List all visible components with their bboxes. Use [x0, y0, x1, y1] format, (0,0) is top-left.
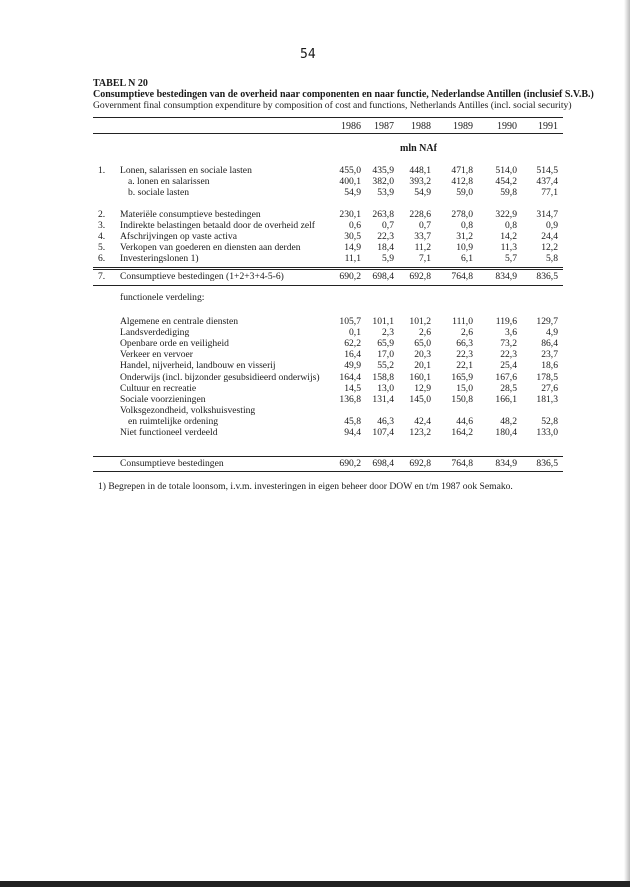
cell-1991: 129,7	[536, 316, 558, 327]
cell-1988: 42,4	[414, 416, 431, 427]
table-row	[93, 394, 565, 405]
rule-func-total-top	[93, 456, 563, 457]
cell-1990: 11,3	[500, 242, 517, 253]
row-label: Consumptieve bestedingen	[120, 458, 224, 469]
rule-double-2	[93, 269, 563, 270]
row-label: Lonen, salarissen en sociale lasten	[120, 165, 252, 176]
table-row	[93, 372, 565, 383]
cell-1988: 101,2	[409, 316, 431, 327]
cell-1987: 65,9	[377, 338, 394, 349]
cell-1990: 167,6	[495, 372, 517, 383]
table-row	[93, 271, 565, 282]
row-label: Materiële consumptieve bestedingen	[120, 209, 261, 220]
cell-1990: 22,3	[500, 349, 517, 360]
cell-1991: 836,5	[536, 271, 558, 282]
cell-1986: 16,4	[344, 349, 361, 360]
cell-1987: 107,4	[372, 427, 394, 438]
cell-1990: 322,9	[495, 209, 517, 220]
row-label: Niet functioneel verdeeld	[120, 427, 218, 438]
cell-1990: 59,8	[500, 187, 517, 198]
cell-1990: 834,9	[495, 458, 517, 469]
cell-1991: 181,3	[536, 394, 558, 405]
row-label: Investeringslonen 1)	[120, 253, 199, 264]
cell-1990: 119,6	[495, 316, 517, 327]
cell-1986: 14,5	[344, 383, 361, 394]
year-1989: 1989	[453, 121, 473, 132]
row-number: 3.	[98, 220, 106, 231]
table-row	[93, 165, 565, 176]
table-row	[93, 253, 565, 264]
cell-1989: 10,9	[456, 242, 473, 253]
cell-1989: 44,6	[456, 416, 473, 427]
table-row	[93, 383, 565, 394]
cell-1988: 228,6	[409, 209, 431, 220]
cell-1986: 105,7	[339, 316, 361, 327]
cell-1989: 412,8	[451, 176, 473, 187]
row-label: Onderwijs (incl. bijzonder gesubsidieerd onderwijs)	[120, 372, 320, 383]
cell-1988: 393,2	[409, 176, 431, 187]
cell-1991: 836,5	[536, 458, 558, 469]
table-row	[93, 427, 565, 438]
unit-label: mln NAf	[400, 143, 437, 154]
cell-1987: 0,7	[382, 220, 394, 231]
cell-1989: 22,3	[456, 349, 473, 360]
cell-1991: 23,7	[541, 349, 558, 360]
cell-1991: 12,2	[541, 242, 558, 253]
cell-1987: 55,2	[377, 360, 394, 371]
rule-double-1	[93, 267, 563, 268]
table-row	[93, 316, 565, 327]
cell-1986: 0,6	[349, 220, 361, 231]
cell-1987: 46,3	[377, 416, 394, 427]
cell-1989: 471,8	[451, 165, 473, 176]
table-row	[93, 292, 565, 303]
cell-1987: 158,8	[372, 372, 394, 383]
cell-1990: 180,4	[495, 427, 517, 438]
cell-1986: 14,9	[344, 242, 361, 253]
row-number: 7.	[98, 271, 106, 282]
cell-1987: 18,4	[377, 242, 394, 253]
cell-1989: 150,8	[451, 394, 473, 405]
rule-total	[93, 285, 563, 286]
cell-1990: 48,2	[500, 416, 517, 427]
year-1988: 1988	[411, 121, 431, 132]
cell-1988: 448,1	[409, 165, 431, 176]
cell-1991: 4,9	[546, 327, 558, 338]
row-label: Algemene en centrale diensten	[120, 316, 239, 327]
row-label: b. sociale lasten	[128, 187, 190, 198]
cell-1991: 27,6	[541, 383, 558, 394]
table-row	[93, 338, 565, 349]
cell-1987: 2,3	[382, 327, 394, 338]
cell-1988: 20,3	[414, 349, 431, 360]
cell-1991: 514,5	[536, 165, 558, 176]
cell-1989: 6,1	[461, 253, 473, 264]
cell-1990: 3,6	[505, 327, 517, 338]
cell-1988: 20,1	[414, 360, 431, 371]
cell-1991: 178,5	[536, 372, 558, 383]
row-label: Openbare orde en veiligheid	[120, 338, 229, 349]
cell-1988: 0,7	[419, 220, 431, 231]
table-row	[93, 458, 565, 469]
cell-1988: 123,2	[409, 427, 431, 438]
cell-1986: 54,9	[344, 187, 361, 198]
cell-1988: 7,1	[419, 253, 431, 264]
year-1991: 1991	[538, 121, 558, 132]
scan-edge-right	[624, 0, 630, 887]
cell-1987: 435,9	[372, 165, 394, 176]
table-title-english: Government final consumption expenditure by composition of cost and functions, Netherlands Antilles (incl. social security)	[93, 100, 572, 111]
cell-1991: 437,4	[536, 176, 558, 187]
table-row	[93, 327, 565, 338]
row-label: Landsverdediging	[120, 327, 190, 338]
year-1987: 1987	[374, 121, 394, 132]
cell-1989: 165,9	[451, 372, 473, 383]
cell-1988: 2,6	[419, 327, 431, 338]
cell-1986: 690,2	[339, 271, 361, 282]
cell-1986: 400,1	[339, 176, 361, 187]
cell-1989: 111,0	[452, 316, 473, 327]
row-label: Consumptieve bestedingen (1+2+3+4-5-6)	[120, 271, 284, 282]
cell-1988: 33,7	[414, 231, 431, 242]
cell-1991: 0,9	[546, 220, 558, 231]
cell-1990: 0,8	[505, 220, 517, 231]
cell-1986: 45,8	[344, 416, 361, 427]
cell-1987: 131,4	[372, 394, 394, 405]
cell-1991: 314,7	[536, 209, 558, 220]
cell-1990: 25,4	[500, 360, 517, 371]
cell-1986: 136,8	[339, 394, 361, 405]
table-row	[93, 187, 565, 198]
table-id: TABEL N 20	[93, 78, 148, 89]
table-row	[93, 416, 565, 427]
cell-1987: 22,3	[377, 231, 394, 242]
row-label: functionele verdeling:	[120, 292, 205, 303]
cell-1986: 94,4	[344, 427, 361, 438]
cell-1991: 24,4	[541, 231, 558, 242]
cell-1987: 13,0	[377, 383, 394, 394]
cell-1990: 834,9	[495, 271, 517, 282]
cell-1988: 160,1	[409, 372, 431, 383]
cell-1987: 17,0	[377, 349, 394, 360]
row-label: en ruimtelijke ordening	[128, 416, 219, 427]
cell-1989: 764,8	[451, 458, 473, 469]
cell-1991: 5,8	[546, 253, 558, 264]
cell-1991: 133,0	[536, 427, 558, 438]
cell-1989: 22,1	[456, 360, 473, 371]
row-label: a. lonen en salarissen	[128, 176, 210, 187]
table-row	[93, 360, 565, 371]
cell-1988: 145,0	[409, 394, 431, 405]
cell-1990: 73,2	[500, 338, 517, 349]
table-row	[93, 231, 565, 242]
cell-1990: 5,7	[505, 253, 517, 264]
row-label: Volksgezondheid, volkshuisvesting	[120, 405, 256, 416]
cell-1986: 690,2	[339, 458, 361, 469]
cell-1989: 278,0	[451, 209, 473, 220]
cell-1989: 164,2	[451, 427, 473, 438]
rule-func-total-bottom	[93, 471, 563, 472]
cell-1987: 101,1	[372, 316, 394, 327]
table-row	[93, 349, 565, 360]
cell-1989: 66,3	[456, 338, 473, 349]
table-row	[93, 176, 565, 187]
cell-1989: 0,8	[461, 220, 473, 231]
cell-1990: 28,5	[500, 383, 517, 394]
row-number: 4.	[98, 231, 106, 242]
year-1990: 1990	[497, 121, 517, 132]
cell-1987: 382,0	[372, 176, 394, 187]
row-label: Indirekte belastingen betaald door de overheid zelf	[120, 220, 315, 231]
cell-1989: 15,0	[456, 383, 473, 394]
table-row	[93, 242, 565, 253]
cell-1991: 52,8	[541, 416, 558, 427]
row-label: Cultuur en recreatie	[120, 383, 197, 394]
cell-1986: 164,4	[339, 372, 361, 383]
cell-1986: 455,0	[339, 165, 361, 176]
cell-1987: 698,4	[372, 271, 394, 282]
scan-edge-bottom	[0, 881, 630, 887]
row-number: 2.	[98, 209, 106, 220]
cell-1989: 764,8	[451, 271, 473, 282]
cell-1986: 62,2	[344, 338, 361, 349]
cell-1987: 263,8	[372, 209, 394, 220]
rule-header	[93, 133, 563, 134]
row-number: 6.	[98, 253, 106, 264]
cell-1990: 514,0	[495, 165, 517, 176]
table-title-dutch: Consumptieve bestedingen van de overheid naar componenten en naar functie, Nederlandse Antillen (inclusief S.V.B.)	[93, 89, 594, 100]
cell-1990: 166,1	[495, 394, 517, 405]
row-number: 1.	[98, 165, 106, 176]
year-1986: 1986	[341, 121, 361, 132]
row-label: Verkeer en vervoer	[120, 349, 193, 360]
cell-1986: 230,1	[339, 209, 361, 220]
row-label: Afschrijvingen op vaste activa	[120, 231, 237, 242]
cell-1988: 54,9	[414, 187, 431, 198]
cell-1988: 692,8	[409, 458, 431, 469]
cell-1988: 65,0	[414, 338, 431, 349]
row-number: 5.	[98, 242, 106, 253]
cell-1986: 11,1	[344, 253, 361, 264]
row-label: Handel, nijverheid, landbouw en visserij	[120, 360, 276, 371]
row-label: Sociale voorzieningen	[120, 394, 206, 405]
table-row	[93, 220, 565, 231]
cell-1991: 18,6	[541, 360, 558, 371]
cell-1987: 698,4	[372, 458, 394, 469]
cell-1986: 0,1	[349, 327, 361, 338]
table-row	[93, 209, 565, 220]
cell-1990: 454,2	[495, 176, 517, 187]
cell-1989: 2,6	[461, 327, 473, 338]
rule-top	[93, 117, 563, 118]
cell-1986: 49,9	[344, 360, 361, 371]
cell-1988: 12,9	[414, 383, 431, 394]
footnote: 1) Begrepen in de totale loonsom, i.v.m. investeringen in eigen beheer door DOW en t/m 1987 ook Semako.	[98, 481, 513, 492]
cell-1987: 5,9	[382, 253, 394, 264]
cell-1988: 11,2	[414, 242, 431, 253]
cell-1989: 31,2	[456, 231, 473, 242]
cell-1990: 14,2	[500, 231, 517, 242]
cell-1988: 692,8	[409, 271, 431, 282]
page-number: 54	[300, 47, 316, 62]
cell-1991: 86,4	[541, 338, 558, 349]
row-label: Verkopen van goederen en diensten aan derden	[120, 242, 301, 253]
cell-1986: 30,5	[344, 231, 361, 242]
cell-1991: 77,1	[541, 187, 558, 198]
table-row	[93, 405, 565, 416]
cell-1989: 59,0	[456, 187, 473, 198]
cell-1987: 53,9	[377, 187, 394, 198]
